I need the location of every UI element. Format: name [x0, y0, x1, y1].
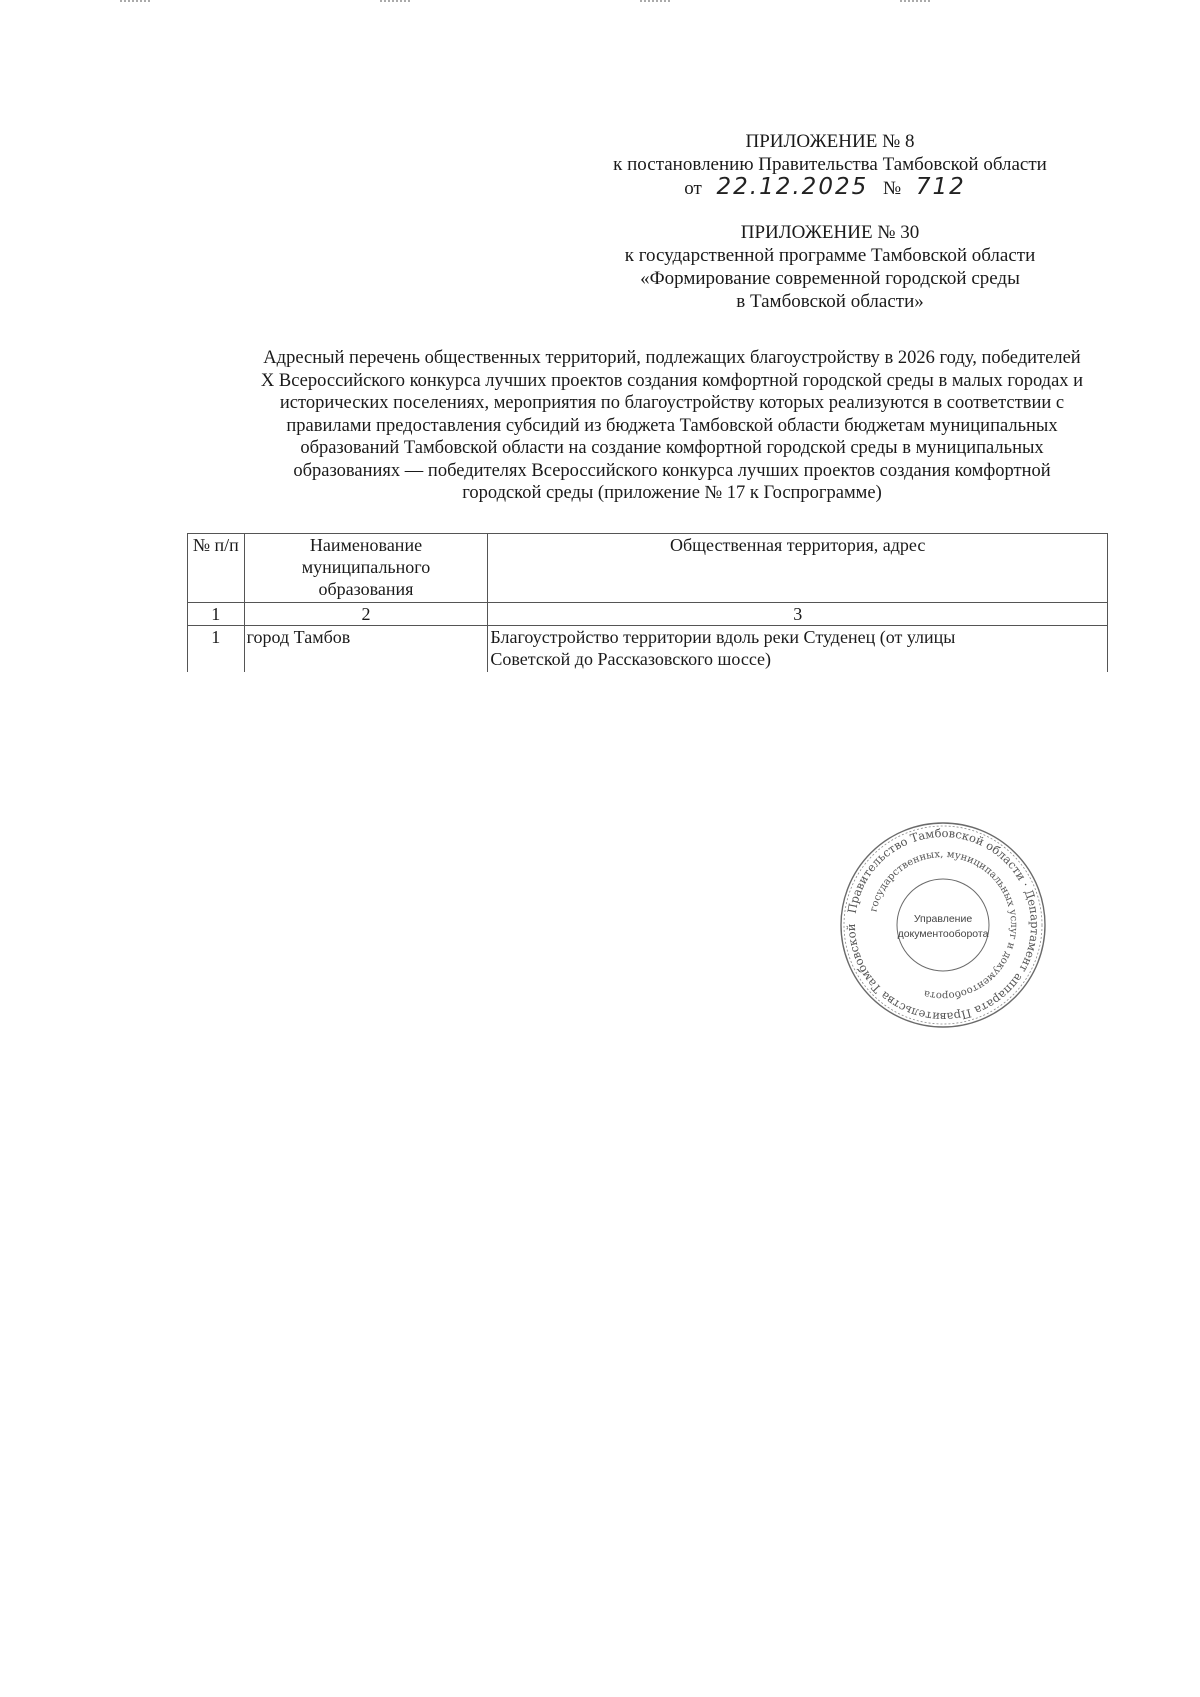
seal-center-line-1: Управление — [913, 913, 973, 925]
official-seal — [838, 820, 1048, 1030]
appendix-8-title: ПРИЛОЖЕНИЕ № 8 — [745, 131, 915, 152]
appendix-8-date-line — [560, 176, 1100, 200]
table-column-index-row — [188, 603, 1108, 626]
territories-table — [187, 533, 1108, 672]
header-municipality-line-3: образования — [318, 579, 414, 599]
document-title — [232, 347, 1112, 505]
appendix-30-line-2: «Формирование современной городской среды — [640, 268, 1020, 289]
table-header-row — [188, 534, 1108, 603]
header-municipality — [244, 534, 488, 603]
title-line-7: городской среды (приложение № 17 к Госпрограмме) — [462, 483, 882, 503]
header-municipality-line-2: муниципального — [301, 557, 431, 577]
header-number: № п/п — [188, 534, 245, 603]
appendix-30-line-1: к государственной программе Тамбовской области — [624, 245, 1036, 266]
scan-artifact — [900, 0, 930, 8]
header-municipality-line-1: Наименование — [309, 535, 423, 555]
row-territory-line-1: Благоустройство территории вдоль реки Студенец (от улицы — [490, 627, 956, 647]
title-line-5: образований Тамбовской области на создание комфортной городской среды в муниципальных — [300, 438, 1044, 458]
from-label: от — [684, 178, 702, 199]
title-line-1: Адресный перечень общественных территорий, подлежащих благоустройству в 2026 году, победителей — [263, 348, 1081, 368]
seal-inner-text — [868, 849, 1019, 1001]
appendix-8-subtitle: к постановлению Правительства Тамбовской области — [613, 154, 1047, 175]
handwritten-number: 712 — [915, 174, 966, 200]
title-line-6: образованиях — победителях Всероссийского конкурса лучших проектов создания комфортной — [293, 460, 1051, 481]
appendix-30-line-3: в Тамбовской области» — [736, 291, 924, 312]
table-row — [188, 626, 1108, 673]
header-territory: Общественная территория, адрес — [488, 534, 1108, 603]
appendix-30-header — [560, 221, 1100, 313]
handwritten-date: 22.12.2025 — [716, 174, 869, 200]
row-territory-line-2: Советской до Рассказовского шоссе) — [490, 649, 772, 669]
seal-inner-circle — [897, 879, 989, 971]
row-number: 1 — [188, 626, 245, 673]
scan-artifact — [120, 0, 150, 8]
appendix-30-title: ПРИЛОЖЕНИЕ № 30 — [740, 222, 920, 243]
seal-outer-text-path: Правительство Тамбовской области · Департамент аппарата Правительства Тамбовской — [843, 825, 1043, 1025]
column-index: 2 — [244, 603, 488, 626]
title-line-3: исторических поселениях, мероприятия по благоустройству которых реализуются в соответствии с — [279, 393, 1065, 413]
seal-inner-text-path: государственных, муниципальных услуг и документооборота — [868, 848, 1020, 1002]
title-line-2: X Всероссийского конкурса лучших проектов создания комфортной городской среды в малых городах и — [260, 370, 1084, 391]
row-territory — [488, 626, 1108, 673]
number-label: № — [882, 178, 902, 199]
appendix-8-header — [560, 130, 1100, 200]
column-index: 3 — [488, 603, 1108, 626]
title-line-4: правилами предоставления субсидий из бюджета Тамбовской области бюджетам муниципальных — [286, 415, 1058, 436]
column-index: 1 — [188, 603, 245, 626]
scan-artifact — [640, 0, 670, 8]
row-municipality: город Тамбов — [244, 626, 488, 673]
seal-center-line-2: документооборота — [897, 928, 989, 940]
scan-artifact — [380, 0, 410, 8]
